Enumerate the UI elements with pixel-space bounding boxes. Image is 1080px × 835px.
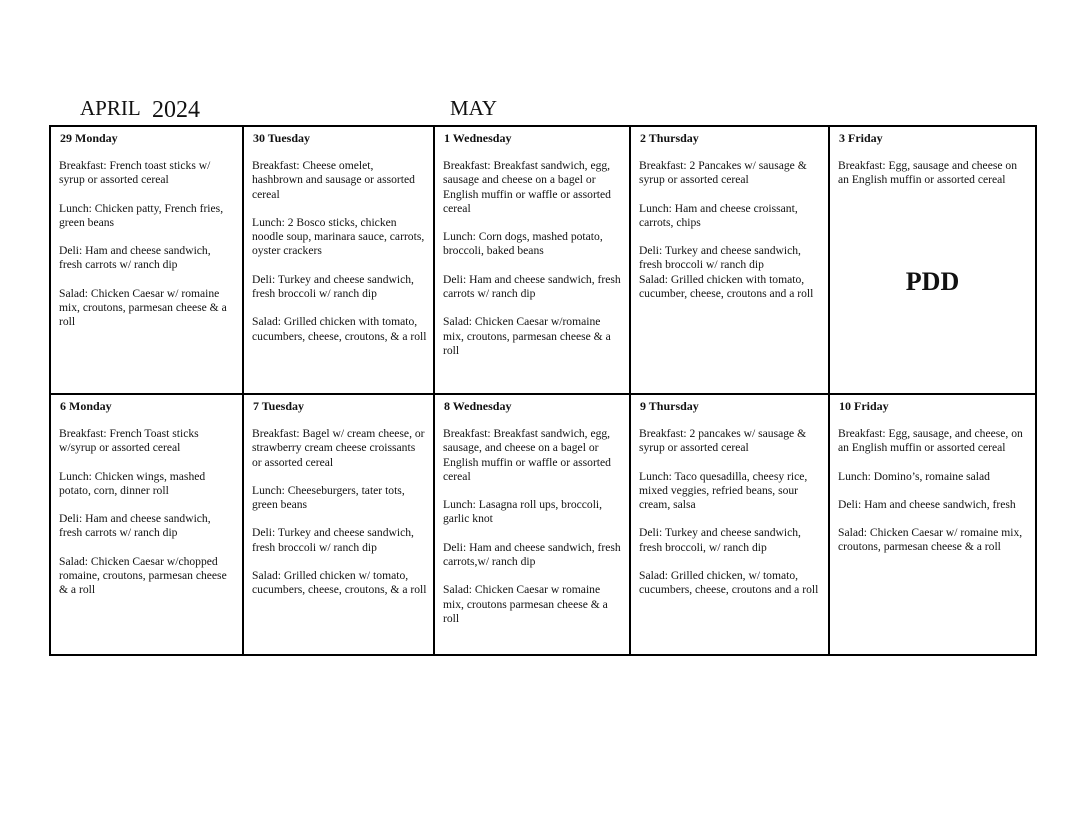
salad-text: Salad: Chicken Caesar w/romaine mix, croutons, parmesan cheese & a roll	[443, 315, 611, 357]
day-heading: 10 Friday	[839, 399, 889, 413]
day-cell-8-wednesday	[435, 395, 631, 654]
day-cell-29-monday	[51, 127, 244, 395]
lunch-text: Lunch: Chicken patty, French fries, green beans	[59, 201, 224, 229]
year-title: 2024	[152, 97, 200, 123]
salad-text: Salad: Chicken Caesar w/ romaine mix, croutons, parmesan cheese & a roll	[59, 286, 227, 329]
lunch-text: Lunch: Lasagna roll ups, broccoli, garlic knot	[443, 498, 603, 526]
day-heading: 8 Wednesday	[444, 399, 512, 413]
deli-text: Deli: Turkey and cheese sandwich, fresh broccoli w/ ranch dip	[252, 526, 414, 554]
breakfast-text: Breakfast: Egg, sausage and cheese on an English muffin or assorted cereal	[838, 159, 1017, 187]
breakfast-text: Breakfast: French toast sticks w/ syrup or assorted cereal	[59, 159, 211, 187]
day-heading: 7 Tuesday	[253, 399, 305, 413]
day-heading: 9 Thursday	[640, 399, 699, 413]
deli-text: Deli: Ham and cheese sandwich, fresh carrots,w/ ranch dip	[443, 540, 621, 569]
day-heading: 1 Wednesday	[444, 131, 512, 145]
breakfast-text: Breakfast: Bagel w/ cream cheese, or strawberry cream cheese croissants or assorted cereal	[252, 427, 425, 469]
month-title-may: MAY	[450, 96, 498, 120]
deli-text: Deli: Ham and cheese sandwich, fresh carrots w/ ranch dip	[443, 272, 621, 301]
day-cell-2-thursday	[631, 127, 830, 395]
deli-text: Deli: Ham and cheese sandwich, fresh carrots w/ ranch dip	[59, 512, 211, 540]
lunch-text: Lunch: Ham and cheese croissant, carrots, chips	[639, 201, 798, 229]
salad-text: Salad: Grilled chicken, w/ tomato, cucumbers, cheese, croutons and a roll	[639, 569, 819, 597]
day-cell-10-friday	[830, 395, 1035, 654]
salad-text: Salad: Chicken Caesar w romaine mix, croutons parmesan cheese & a roll	[443, 583, 608, 625]
day-heading: 2 Thursday	[640, 131, 699, 145]
breakfast-text: Breakfast: 2 pancakes w/ sausage & syrup or assorted cereal	[639, 427, 807, 455]
day-cell-3-friday	[830, 127, 1035, 395]
day-cell-30-tuesday	[244, 127, 435, 395]
lunch-text: Lunch: Domino’s, romaine salad	[838, 469, 990, 483]
lunch-text: Lunch: Chicken wings, mashed potato, corn, dinner roll	[59, 469, 206, 497]
day-cell-7-tuesday	[244, 395, 435, 654]
lunch-text: Lunch: Cheeseburgers, tater tots, green beans	[252, 483, 405, 512]
deli-text: Deli: Turkey and cheese sandwich, fresh broccoli w/ ranch dip	[639, 244, 801, 272]
lunch-text: Lunch: 2 Bosco sticks, chicken noodle soup, marinara sauce, carrots, oyster crackers	[252, 215, 425, 258]
breakfast-text: Breakfast: Breakfast sandwich, egg, sausage, and cheese on a bagel or English muffin or waffle or assorted cereal	[443, 427, 611, 483]
deli-text: Deli: Turkey and cheese sandwich, fresh broccoli w/ ranch dip	[252, 272, 414, 301]
day-cell-1-wednesday	[435, 127, 631, 395]
salad-text: Salad: Chicken Caesar w/chopped romaine, croutons, parmesan cheese & a roll	[59, 554, 227, 597]
day-heading: 30 Tuesday	[253, 131, 311, 145]
breakfast-text: Breakfast: Cheese omelet, hashbrown and sausage or assorted cereal	[252, 159, 415, 201]
menu-calendar-grid	[49, 125, 1037, 656]
breakfast-text: Breakfast: French Toast sticks w/syrup or assorted cereal	[59, 427, 199, 455]
salad-text: Salad: Grilled chicken with tomato, cucumbers, cheese, croutons, & a roll	[252, 315, 427, 343]
day-heading: 3 Friday	[839, 131, 883, 145]
deli-text: Deli: Ham and cheese sandwich, fresh carrots w/ ranch dip	[59, 244, 211, 272]
day-heading: 6 Monday	[60, 399, 112, 413]
day-heading: 29 Monday	[60, 131, 118, 145]
salad-text: Salad: Grilled chicken with tomato, cucumber, cheese, croutons and a roll	[639, 272, 814, 301]
salad-text: Salad: Chicken Caesar w/ romaine mix, croutons, parmesan cheese & a roll	[838, 526, 1023, 554]
salad-text: Salad: Grilled chicken w/ tomato, cucumbers, cheese, croutons, & a roll	[252, 569, 427, 597]
deli-text: Deli: Ham and cheese sandwich, fresh	[838, 497, 1016, 511]
breakfast-text: Breakfast: Egg, sausage, and cheese, on an English muffin or assorted cereal	[838, 427, 1023, 455]
breakfast-text: Breakfast: Breakfast sandwich, egg, sausage and cheese on a bagel or English muffin or waffle or assorted cereal	[443, 159, 611, 215]
deli-text: Deli: Turkey and cheese sandwich, fresh broccoli, w/ ranch dip	[639, 526, 801, 554]
day-cell-6-monday	[51, 395, 244, 654]
month-title-april: APRIL	[80, 96, 141, 120]
pdd-note: PDD	[905, 267, 960, 296]
lunch-text: Lunch: Corn dogs, mashed potato, broccoli, baked beans	[443, 230, 603, 258]
breakfast-text: Breakfast: 2 Pancakes w/ sausage & syrup or assorted cereal	[639, 159, 807, 187]
lunch-text: Lunch: Taco quesadilla, cheesy rice, mixed veggies, refried beans, sour cream, salsa	[639, 469, 808, 512]
day-cell-9-thursday	[631, 395, 830, 654]
